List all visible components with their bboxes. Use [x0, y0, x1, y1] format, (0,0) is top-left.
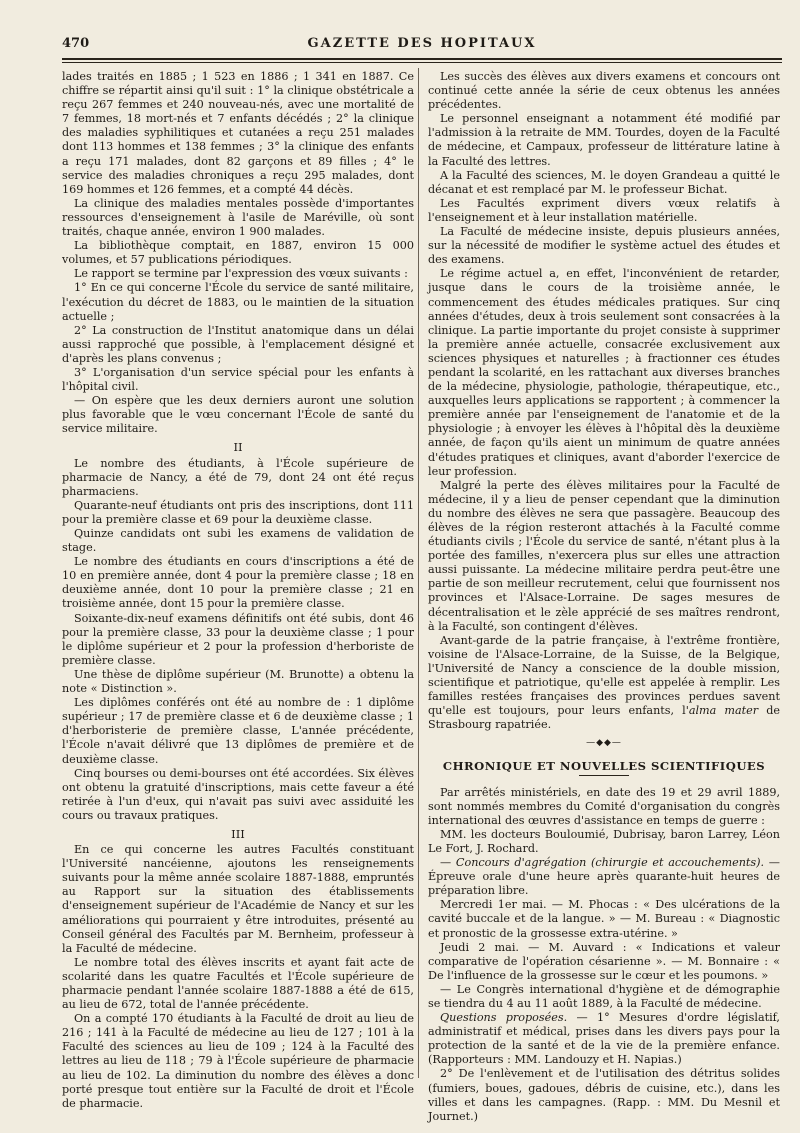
paragraph: Soixante-dix-neuf examens définitifs ont été subis, dont 46 pour la première classe, 33 pour la deuxième classe ; 1 pour le diplôme supérieur et 2 pour la profession d'herboriste de première classe.	[62, 611, 414, 667]
paragraph: Par arrêtés ministériels, en date des 19 et 29 avril 1889, sont nommés membres du Comité d'organisation du congrès international des œuvres d'assistance en temps de guerre :	[428, 785, 780, 827]
paragraph: Quarante-neuf étudiants ont pris des inscriptions, dont 111 pour la première classe et 69 pour la deuxième classe.	[62, 498, 414, 526]
paragraph: 3° L'organisation d'un service spécial pour les enfants à l'hôpital civil.	[62, 365, 414, 394]
chronicle-rule	[579, 775, 629, 776]
paragraph	[428, 634, 780, 733]
paragraph: — On espère que les deux derniers auront une solution plus favorable que le vœu concernant l'École de santé du service militaire.	[62, 394, 414, 436]
paragraph: La clinique des maladies mentales possède d'importantes ressources d'enseignement à l'asile de Maréville, où sont traités, chaque année, environ 1 900 malades.	[62, 196, 414, 239]
page-header	[62, 34, 782, 56]
paragraph: Les succès des élèves aux divers examens et concours ont continué cette année la série de ceux obtenus les années précédentes.	[428, 70, 780, 112]
paragraph: Le régime actuel a, en effet, l'inconvénient de retarder, jusque dans le cours de la troisième année, le commencement des études médicales pratiques. Sur cinq années d'études, deux à trois seulement sont consacrées à la clinique. La partie importante du projet consiste à supprimer la première année actuelle, consacrée exclusivement aux sciences physiques et naturelles ; à fractionner ces études pendant la scolarité, en les rattachant aux diverses branches de la médecine, physiologie, pathologie, thérapeutique, etc., auxquelles leurs applications se rapportent ; à commencer la première année par l'enseignement de l'anatomie et de la physiologie ; à envoyer les élèves à l'hôpital dès la deuxième année, de façon qu'ils aient un minimum de quatre années d'études pratiques et cliniques, avant d'aborder l'exercice de leur profession.	[428, 267, 780, 478]
paragraph: En ce qui concerne les autres Facultés constituant l'Université nancéienne, ajoutons les renseignements suivants pour la même année scolaire 1887-1888, empruntés au Rapport sur la situation des établissements d'enseignement supérieur de l'Académie de Nancy et sur les améliorations qui pourraient y être introduites, présenté au Conseil général des Facultés par M. Bernheim, professeur à la Faculté de médecine.	[62, 843, 414, 955]
paragraph: La Faculté de médecine insiste, depuis plusieurs années, sur la nécessité de modifier le système actuel des études et des examens.	[428, 225, 780, 267]
italic-phrase: alma mater	[688, 704, 759, 718]
running-title: GAZETTE DES HOPITAUX	[307, 36, 537, 51]
chronicle-title: CHRONIQUE ET NOUVELLES SCIENTIFIQUES	[442, 758, 766, 773]
paragraph: 1° En ce qui concerne l'École du service de santé militaire, l'exécution du décret de 1883, ou le maintien de la situation actuelle ;	[62, 281, 414, 323]
paragraph	[428, 856, 780, 898]
italic-phrase: Questions proposées.	[440, 1011, 568, 1025]
paragraph: Le nombre des étudiants en cours d'inscriptions a été de 10 en première année, dont 4 pour la première classe ; 18 en deuxième année, dont 10 pour la première classe ; 21 en troisième année, dont 15 pour la première classe.	[62, 555, 414, 611]
paragraph: Le nombre des étudiants, à l'École supérieure de pharmacie de Nancy, a été de 79, dont 24 ont été reçus pharmaciens.	[62, 456, 414, 498]
right-column	[428, 70, 780, 1124]
section-heading-ii: II	[233, 440, 243, 455]
text-span: Avant-garde de la patrie française, à l'extrême frontière, voisine de l'Alsace-Lorraine, de la Suisse, de la Belgique, l'Université de Nancy a conscience de la double mission, scientifique et patriotique, qu'elle est appelée à remplir. Les familles restées françaises des provinces perdues savent qu'elle est toujours, pour leurs enfants, l'	[428, 633, 780, 718]
section-heading-iii: III	[231, 826, 245, 841]
paragraph: Quinze candidats ont subi les examens de validation de stage.	[62, 527, 414, 555]
paragraph: La bibliothèque comptait, en 1887, environ 15 000 volumes, et 57 publications périodiques.	[62, 239, 414, 267]
ornament-divider: —◆◆—	[586, 738, 622, 749]
paragraph: MM. les docteurs Bouloumié, Dubrisay, baron Larrey, Léon Le Fort, J. Rochard.	[428, 827, 780, 855]
paragraph: A la Faculté des sciences, M. le doyen Grandeau a quitté le décanat et est remplacé par M. le professeur Bichat.	[428, 168, 780, 196]
paragraph: Le nombre total des élèves inscrits et ayant fait acte de scolarité dans les quatre Facultés et l'École supérieure de pharmacie pendant l'année scolaire 1887-1888 a été de 615, au lieu de 672, total de l'année précédente.	[62, 955, 414, 1012]
text-span: —	[440, 856, 456, 870]
paragraph	[428, 1011, 780, 1067]
paragraph: 2° La construction de l'Institut anatomique dans un délai aussi rapproché que possible, à l'emplacement désigné et d'après les plans convenus ;	[62, 323, 414, 365]
header-rule-thin	[62, 62, 782, 63]
text-span: — 1° Mesures d'ordre législatif, administratif et médical, prises dans les divers pays pour la protection de la santé et de la vie de la première enfance. (Rapporteurs : MM. Landouzy et H. Napias.)	[428, 1011, 780, 1067]
paragraph: Le rapport se termine par l'expression des vœux suivants :	[74, 267, 408, 281]
text-span: — Épreuve orale d'une heure après quarante-huit heures de préparation libre.	[428, 856, 780, 898]
left-column	[62, 70, 414, 1111]
paragraph: lades traités en 1885 ; 1 523 en 1886 ; 1 341 en 1887. Ce chiffre se répartit ainsi qu'il suit : 1° la clinique obstétricale a reçu 267 femmes et 240 nouveau-nés, avec une mortalité de 7 femmes, 18 mort-nés et 7 enfants décédés ; 2° la clinique des maladies syphilitiques et cutanées a reçu 251 malades dont 113 hommes et 138 femmes ; 3° la clinique des enfants a reçu 171 malades, dont 82 garçons et 89 filles ; 4° le service des maladies chroniques a reçu 295 malades, dont 169 hommes et 126 femmes, et a compté 44 décès.	[62, 70, 414, 196]
italic-phrase: Concours d'agrégation (chirurgie et accouchements).	[455, 856, 765, 870]
paragraph: Les diplômes conférés ont été au nombre de : 1 diplôme supérieur ; 17 de première classe et 6 de deuxième classe ; 1 d'herboristerie de première classe, L'année précédente, l'École n'avait délivré que 13 diplômes de première et de deuxième classe.	[62, 696, 414, 766]
paragraph: Mercredi 1er mai. — M. Phocas : « Des ulcérations de la cavité buccale et de la langue. » — M. Bureau : « Diagnostic et pronostic de la grossesse extra-utérine. »	[428, 898, 780, 940]
paragraph: Jeudi 2 mai. — M. Auvard : « Indications et valeur comparative de l'opération césarienne ». — M. Bonnaire : « De l'influence de la grossesse sur le cœur et les poumons. »	[428, 940, 780, 982]
paragraph: 2° De l'enlèvement et de l'utilisation des détritus solides (fumiers, boues, gadoues, débris de cuisine, etc.), dans les villes et dans les campagnes. (Rapp. : MM. Du Mesnil et Journet.)	[428, 1067, 780, 1123]
header-rule	[62, 58, 782, 60]
paragraph: Cinq bourses ou demi-bourses ont été accordées. Six élèves ont obtenu la gratuité d'inscriptions, mais cette faveur a été retirée à l'un d'eux, qui n'avait pas suivi avec assiduité les cours ou travaux pratiques.	[62, 766, 414, 822]
paragraph: Le personnel enseignant a notamment été modifié par l'admission à la retraite de MM. Tourdes, doyen de la Faculté de médecine, et Campaux, professeur de littérature latine à la Faculté des lettres.	[428, 112, 780, 168]
paragraph: On a compté 170 étudiants à la Faculté de droit au lieu de 216 ; 141 à la Faculté de médecine au lieu de 127 ; 101 à la Faculté des sciences au lieu de 109 ; 124 à la Faculté des lettres au lieu de 118 ; 79 à l'École supérieure de pharmacie au lieu de 102. La diminution du nombre des élèves a donc porté presque tout entière sur la Faculté de droit et l'École de pharmacie.	[62, 1012, 414, 1110]
page-number: 470	[62, 36, 90, 51]
paragraph: Malgré la perte des élèves militaires pour la Faculté de médecine, il y a lieu de penser cependant que la diminution du nombre des élèves ne sera que passagère. Beaucoup des élèves de la région resteront attachés à la Faculté comme étudiants civils ; l'École du service de santé, n'étant plus à la portée des familles, n'exercera plus sur elles une attraction aussi puissante. La médecine militaire perdra peut-être une partie de son meilleur recrutement, celui que fournissent nos provinces et l'Alsace-Lorraine. De sages mesures de décentralisation et le zèle apprécié de ses maîtres rendront, à la Faculté, son contingent d'élèves.	[428, 478, 780, 633]
paragraph: — Le Congrès international d'hygiène et de démographie se tiendra du 4 au 11 août 1889, à la Faculté de médecine.	[428, 982, 780, 1010]
paragraph: Une thèse de diplôme supérieur (M. Brunotte) a obtenu la note « Distinction ».	[62, 667, 414, 696]
paragraph: Les Facultés expriment divers vœux relatifs à l'enseignement et à leur installation matérielle.	[428, 196, 780, 224]
text-span: de Strasbourg rapatriée.	[428, 704, 781, 732]
column-separator	[418, 68, 419, 1078]
